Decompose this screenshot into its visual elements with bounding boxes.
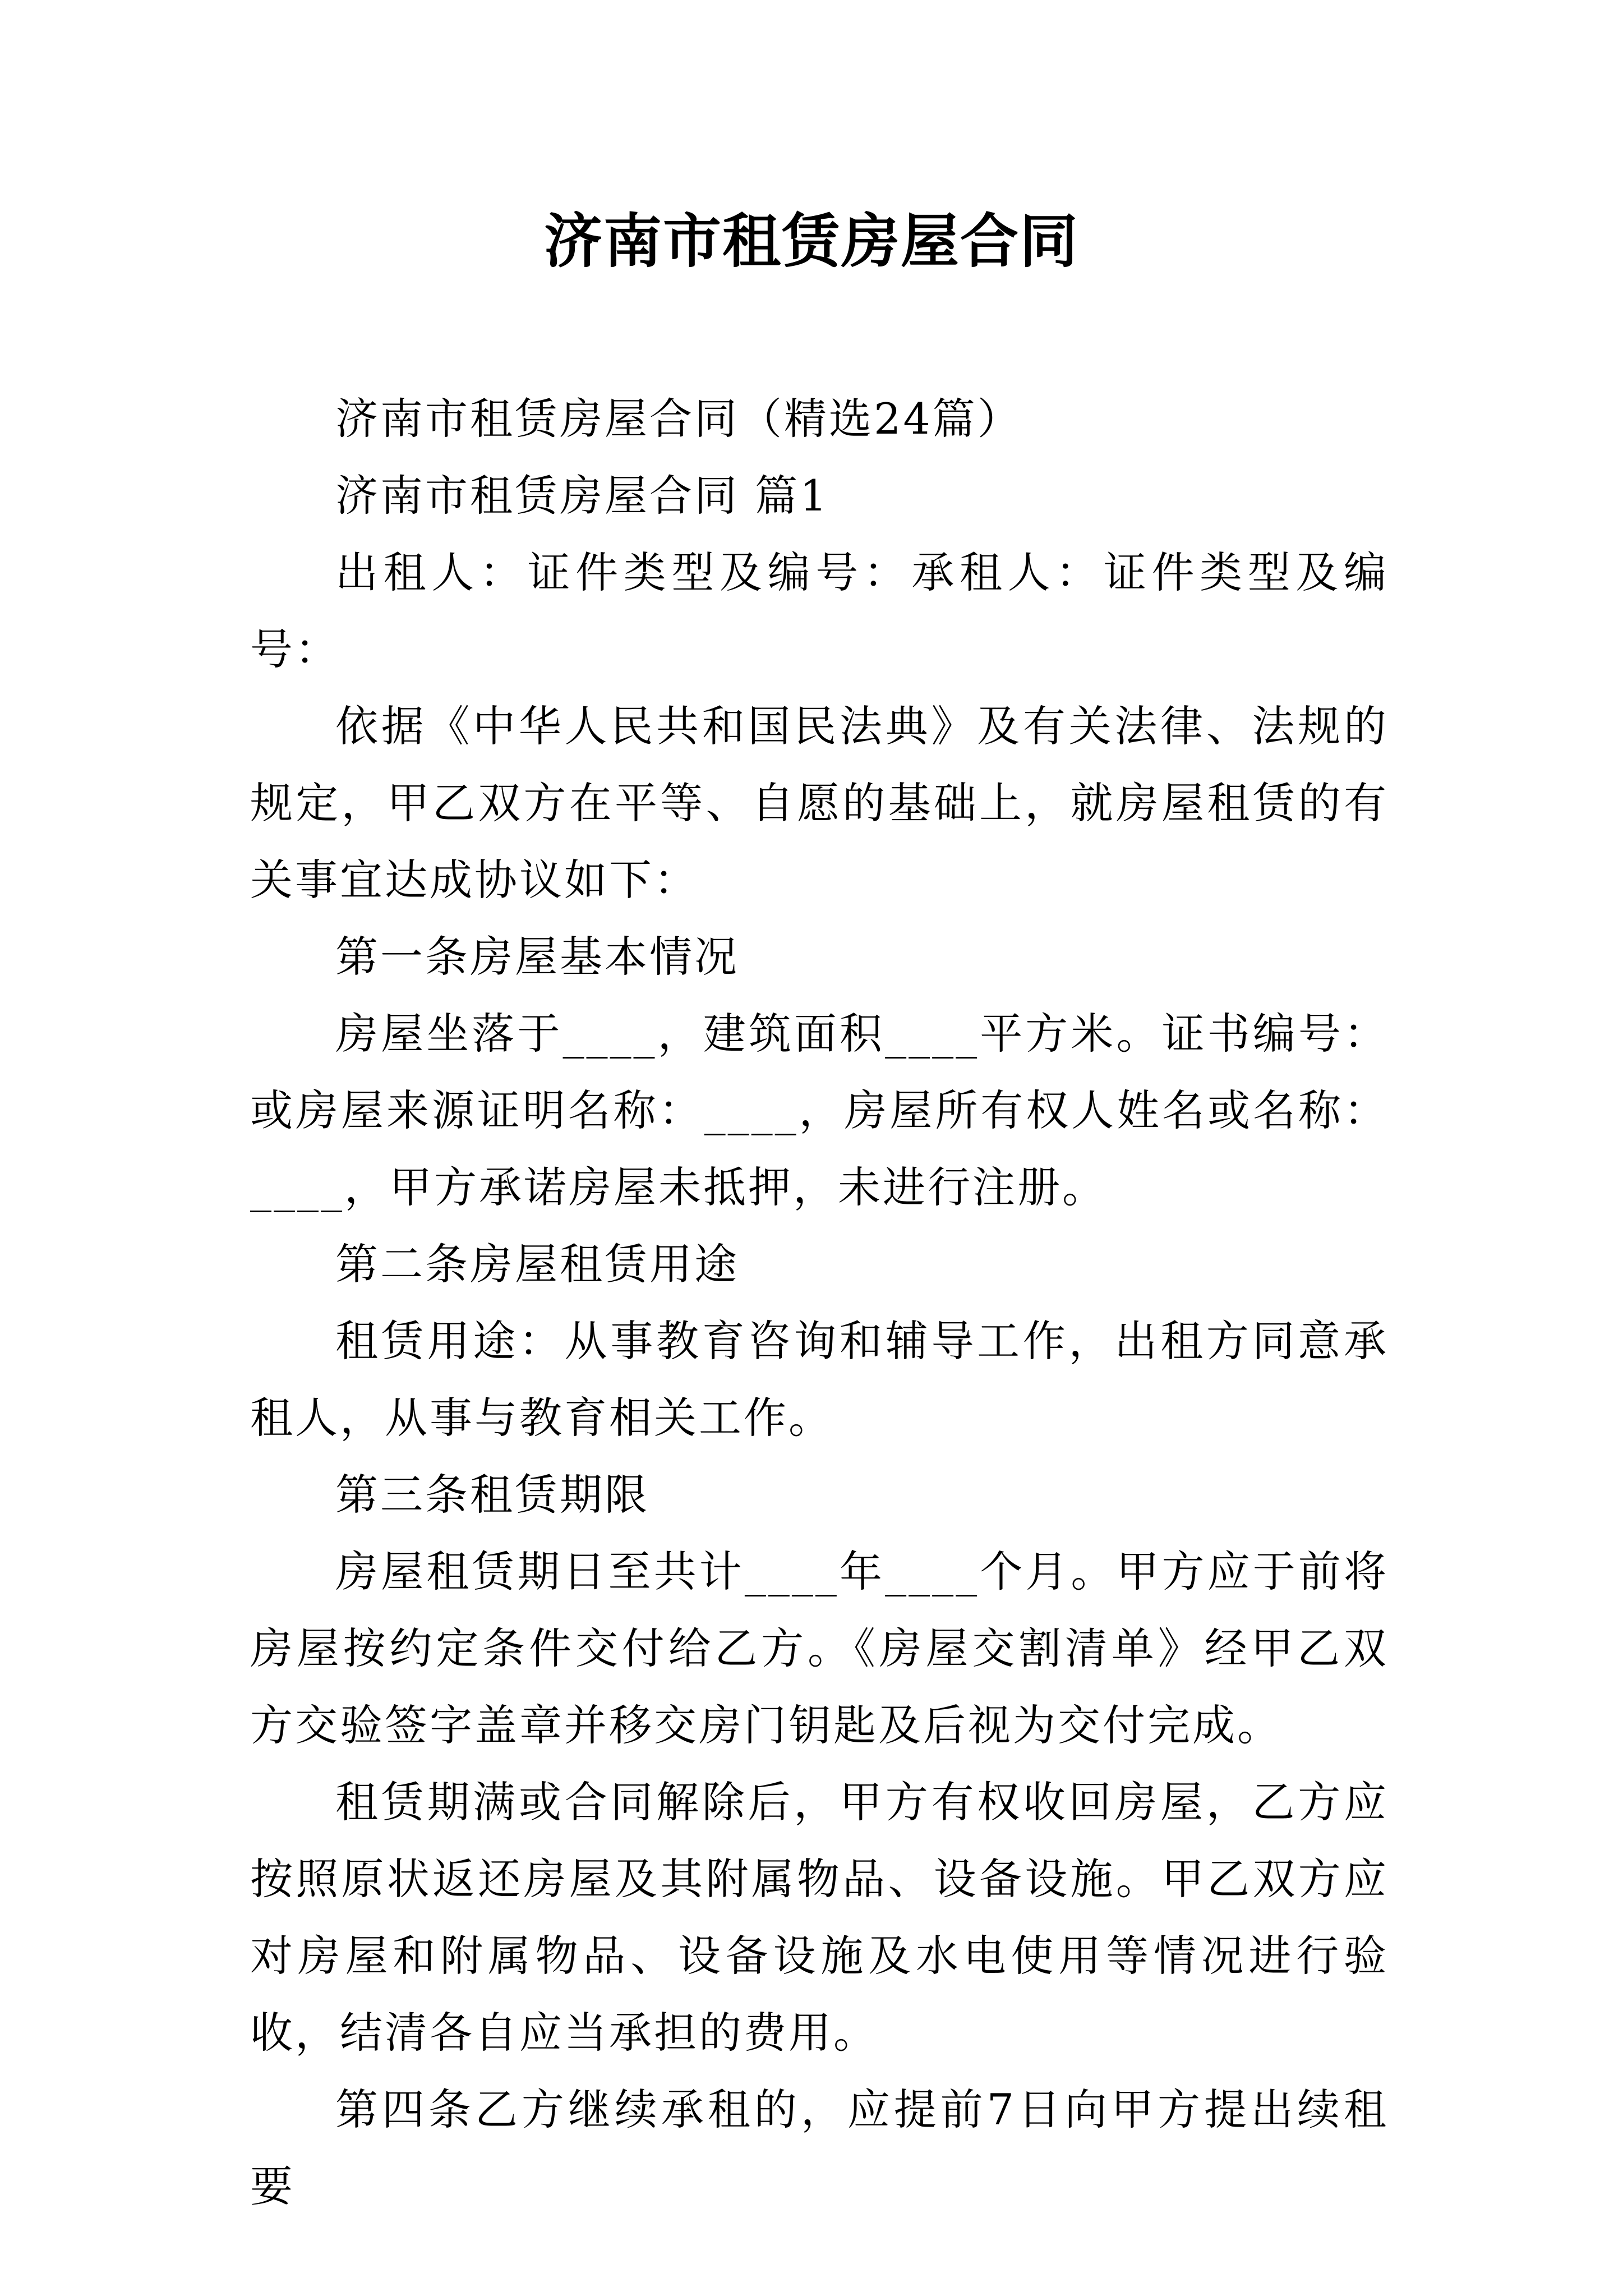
paragraph-parties: 出租人：证件类型及编号：承租人：证件类型及编号： bbox=[250, 547, 1389, 674]
paragraph-article-3-return: 租赁期满或合同解除后，甲方有权收回房屋，乙方应按照原状返还房屋及其附属物品、设备设施。甲乙双方应对房屋和附属物品、设备设施及水电使用等情况进行验收，结清各自应当承担的费用。 bbox=[250, 1777, 1389, 2058]
paragraph-article-3-heading: 第三条租赁期限 bbox=[335, 1470, 649, 1520]
document-title: 济南市租赁房屋合同 bbox=[543, 206, 1079, 275]
paragraph-article-3-body: 房屋租赁期日至共计____年____个月。甲方应于前将房屋按约定条件交付给乙方。《房屋交割清单》经甲乙双方交验签字盖章并移交房门钥匙及后视为交付完成。 bbox=[250, 1547, 1389, 1750]
paragraph-article-1-body: 房屋坐落于____，建筑面积____平方米。证书编号：或房屋来源证明名称：____，房屋所有权人姓名或名称：____，甲方承诺房屋未抵押，未进行注册。 bbox=[250, 1009, 1389, 1212]
paragraph-article-4-start: 第四条乙方继续承租的，应提前7日向甲方提出续租要 bbox=[250, 2085, 1389, 2211]
paragraph-section-heading: 济南市租赁房屋合同 篇1 bbox=[335, 471, 829, 521]
document-body bbox=[250, 380, 1389, 2225]
paragraph-collection-title: 济南市租赁房屋合同（精选24篇） bbox=[335, 394, 1022, 444]
paragraph-legal-basis: 依据《中华人民共和国民法典》及有关法律、法规的规定，甲乙双方在平等、自愿的基础上，就房屋租赁的有关事宜达成协议如下： bbox=[250, 701, 1389, 905]
paragraph-article-1-heading: 第一条房屋基本情况 bbox=[335, 932, 739, 982]
paragraph-article-2-heading: 第二条房屋租赁用途 bbox=[335, 1239, 739, 1289]
paragraph-article-2-body: 租赁用途：从事教育咨询和辅导工作，出租方同意承租人，从事与教育相关工作。 bbox=[250, 1316, 1389, 1443]
